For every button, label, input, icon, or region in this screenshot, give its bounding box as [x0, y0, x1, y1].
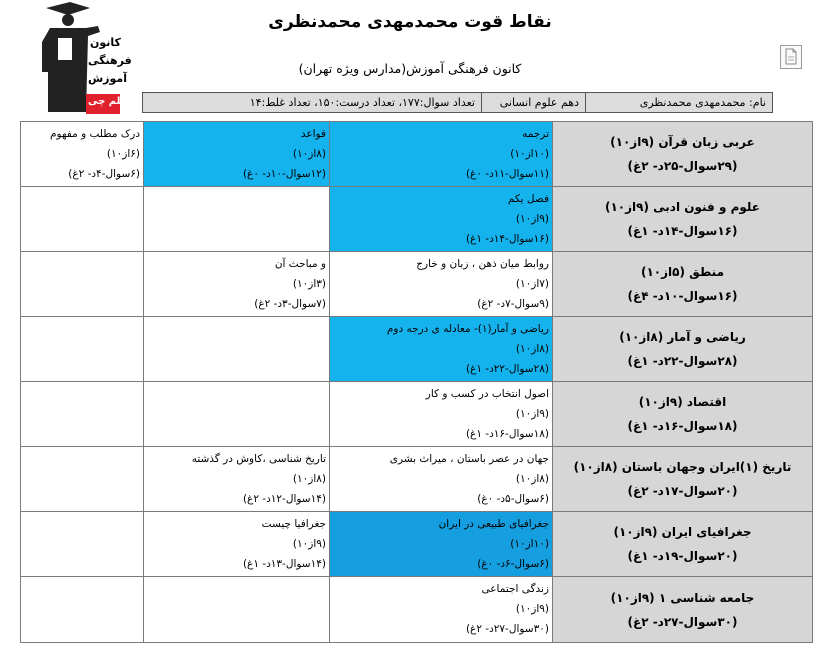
subject-summary: (۲۹سوال-۲۵د- ۲غ) — [627, 159, 738, 173]
subject-cell — [553, 122, 813, 187]
topic-cell — [144, 252, 330, 317]
table-row — [21, 577, 813, 643]
topic-cell — [144, 447, 330, 512]
topic-detail: (۹سوال-۷د- ۲غ) — [477, 298, 549, 310]
topic-score: (۹از۱۰) — [515, 408, 549, 420]
page-subtitle: کانون فرهنگی آموزش(مدارس ویژه تهران) — [298, 61, 522, 76]
topic-score: (۸از۱۰) — [515, 343, 549, 355]
document-icon[interactable] — [780, 45, 802, 69]
student-field: دهم علوم انسانی — [481, 93, 585, 112]
subject-summary: (۳۰سوال-۲۷د- ۲غ) — [627, 614, 738, 629]
topic-cell — [330, 317, 553, 382]
topic-cell — [144, 382, 330, 447]
topic-detail: (۱۲سوال-۱۰د- ۰غ) — [242, 168, 326, 180]
topic-name: و مباحث آن — [274, 258, 326, 270]
exam-stats: تعداد سوال:۱۷۷، تعداد درست:۱۵۰، تعداد غلط:۱۴ — [249, 96, 475, 109]
topic-cell — [330, 577, 553, 643]
topic-cell — [144, 122, 330, 187]
topic-name: قواعد — [300, 128, 326, 140]
topic-name: درک مطلب و مفهوم — [50, 128, 140, 140]
topic-score: (۹از۱۰) — [292, 538, 326, 550]
topic-detail: (۷سوال-۳د- ۲غ) — [254, 298, 326, 310]
subject-title: عربی زبان قرآن (۹از۱۰) — [610, 135, 755, 149]
logo-line-3: آموزش — [88, 72, 127, 85]
subject-cell — [553, 512, 813, 577]
topic-cell — [21, 122, 144, 187]
topic-detail: (۱۴سوال-۱۲د- ۲غ) — [242, 493, 326, 505]
logo-line-4: قلم چی — [88, 96, 128, 107]
subject-summary: (۱۶سوال-۱۴د- ۱غ) — [627, 224, 738, 238]
topic-cell — [330, 447, 553, 512]
topic-score: (۱۰از۱۰) — [510, 538, 549, 550]
topic-name: اصول انتخاب در کسب و کار — [425, 388, 549, 400]
topic-detail: (۱۴سوال-۱۳د- ۱غ) — [242, 558, 326, 570]
subject-title: اقتصاد (۹از۱۰) — [638, 395, 727, 409]
topic-cell — [144, 577, 330, 643]
subject-cell — [553, 252, 813, 317]
topic-cell — [21, 187, 144, 252]
topic-cell — [21, 577, 144, 643]
kanoon-logo — [38, 2, 132, 116]
topic-detail: (۶سوال-۶د- ۰غ) — [477, 558, 549, 570]
topic-score: (۱۰از۱۰) — [510, 148, 549, 160]
topic-detail: (۲۸سوال-۲۲د- ۱غ) — [465, 363, 549, 375]
subject-summary: (۲۸سوال-۲۲د- ۱غ) — [627, 354, 738, 368]
subject-title: جامعه شناسی ۱ (۹از۱۰) — [610, 590, 755, 605]
topic-name: فصل یکم — [507, 193, 549, 205]
table-row — [21, 122, 813, 187]
logo-line-2: فرهنگی — [88, 54, 132, 67]
topic-cell — [21, 512, 144, 577]
topic-name: زندگی اجتماعی — [481, 583, 549, 595]
topic-cell — [21, 317, 144, 382]
topic-score: (۸از۱۰) — [292, 148, 326, 160]
subject-title: علوم و فنون ادبی (۹از۱۰) — [604, 200, 760, 214]
topic-cell — [330, 512, 553, 577]
table-row — [21, 512, 813, 577]
topic-name: ترجمه — [522, 128, 549, 140]
topic-cell — [144, 187, 330, 252]
subject-title: جغرافیای ایران (۹از۱۰) — [613, 525, 752, 539]
topic-cell — [144, 317, 330, 382]
topic-name: جهان در عصر باستان ، میراث بشری — [389, 453, 549, 465]
topic-detail: (۱۱سوال-۱۱د- ۰غ) — [465, 168, 549, 180]
topic-cell — [330, 252, 553, 317]
student-name: نام: محمدمهدی محمدنظری — [585, 93, 772, 112]
subject-cell — [553, 577, 813, 643]
topic-cell — [144, 512, 330, 577]
subject-summary: (۲۰سوال-۱۹د- ۱غ) — [627, 549, 738, 563]
topic-name: جغرافیای طبیعی در ایران — [438, 518, 549, 530]
topic-detail: (۱۶سوال-۱۴د- ۱غ) — [465, 233, 549, 245]
topic-cell — [330, 187, 553, 252]
subject-summary: (۱۸سوال-۱۶د- ۱غ) — [627, 419, 738, 433]
topic-score: (۹از۱۰) — [515, 603, 549, 615]
subject-cell — [553, 382, 813, 447]
table-row — [21, 187, 813, 252]
topic-score: (۳از۱۰) — [292, 278, 326, 290]
topic-name: روابط میان ذهن ، زبان و خارج — [416, 258, 549, 270]
topic-score: (۹از۱۰) — [515, 213, 549, 225]
strengths-table — [20, 121, 813, 643]
page-title: نقاط قوت محمدمهدی محمدنظری — [268, 12, 552, 32]
topic-cell — [330, 122, 553, 187]
topic-cell — [21, 447, 144, 512]
subject-summary: (۱۶سوال-۱۰د- ۴غ) — [627, 289, 738, 303]
table-row — [21, 447, 813, 512]
subject-summary: (۲۰سوال-۱۷د- ۲غ) — [627, 484, 738, 498]
subject-cell — [553, 187, 813, 252]
subject-title: منطق (۵از۱۰) — [641, 265, 724, 279]
topic-name: جغرافیا چیست — [261, 518, 326, 530]
table-row — [21, 382, 813, 447]
subject-title: ریاضی و آمار (۸از۱۰) — [619, 330, 746, 344]
topic-detail: (۱۸سوال-۱۶د- ۱غ) — [465, 428, 549, 440]
topic-score: (۷از۱۰) — [515, 278, 549, 290]
table-row — [21, 317, 813, 382]
topic-score: (۸از۱۰) — [292, 473, 326, 485]
subject-cell — [553, 447, 813, 512]
topic-cell — [21, 382, 144, 447]
topic-cell — [330, 382, 553, 447]
topic-name: تاریخ شناسی ،کاوش در گذشته — [191, 453, 326, 465]
topic-detail: (۶سوال-۵د- ۰غ) — [477, 493, 549, 505]
subject-cell — [553, 317, 813, 382]
topic-score: (۸از۱۰) — [515, 473, 549, 485]
subject-title: تاریخ (۱)ایران وجهان باستان (۸از۱۰) — [573, 460, 792, 474]
student-info-bar — [142, 92, 773, 113]
topic-score: (۶از۱۰) — [106, 148, 140, 160]
topic-detail: (۶سوال-۴د- ۲غ) — [68, 168, 140, 180]
logo-line-1: کانون — [90, 36, 121, 49]
table-row — [21, 252, 813, 317]
topic-name: ریاضی و آمار(۱)- معادله ی درجه دوم — [386, 323, 549, 335]
topic-detail: (۳۰سوال-۲۷د- ۲غ) — [465, 623, 549, 635]
topic-cell — [21, 252, 144, 317]
